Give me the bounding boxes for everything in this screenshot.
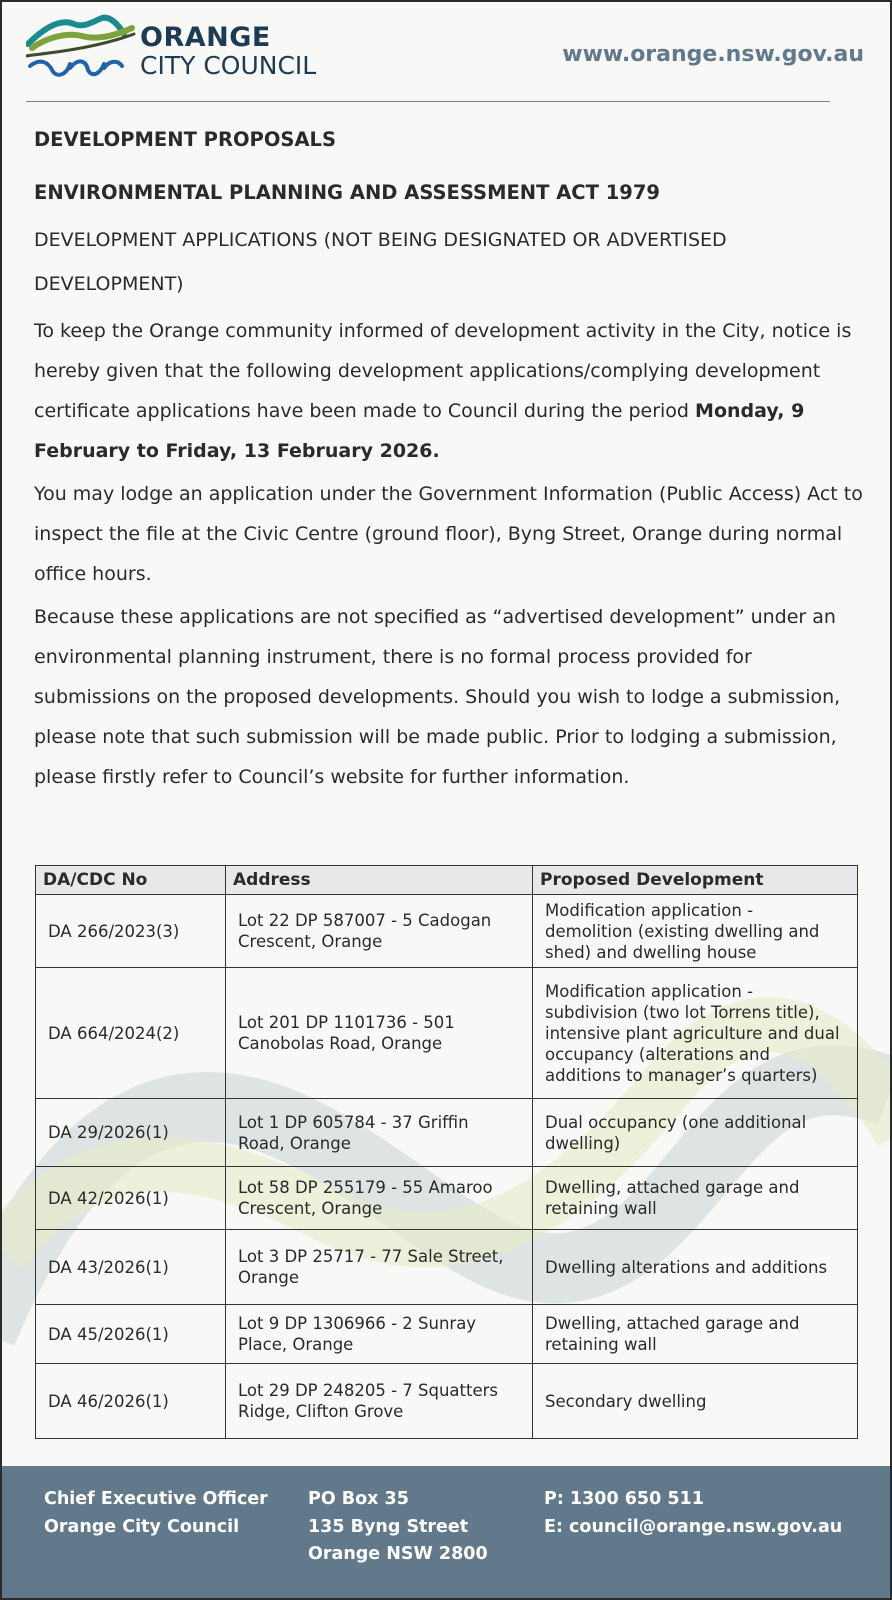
address: Lot 29 DP 248205 - 7 Squatters Ridge, Clifton Grove — [226, 1364, 533, 1439]
intro-text: To keep the Orange community informed of development activity in the City, notice is hereby given that the following development applications/complying development certificate applications have been made to Council during the period — [34, 320, 852, 422]
footer-contact — [544, 1486, 842, 1541]
address: Lot 9 DP 1306966 - 2 Sunray Place, Orange — [226, 1305, 533, 1364]
header-divider — [26, 101, 830, 102]
notice-heading: DEVELOPMENT PROPOSALS — [34, 128, 337, 151]
proposed-development: Dual occupancy (one additional dwelling) — [533, 1099, 858, 1167]
address: Lot 201 DP 1101736 - 501 Canobolas Road, Orange — [226, 968, 533, 1099]
footer-suburb: Orange NSW 2800 — [308, 1544, 488, 1564]
footer-council-name: Orange City Council — [44, 1516, 240, 1537]
table-row — [36, 1305, 858, 1364]
logo-name-line1: ORANGE — [140, 22, 271, 53]
proposed-development: Dwelling, attached garage and retaining wall — [533, 1167, 858, 1230]
table-row — [36, 1099, 858, 1167]
table-row — [36, 895, 858, 968]
footer-officer-title: Chief Executive Officer — [44, 1489, 268, 1509]
da-number: DA 29/2026(1) — [36, 1099, 226, 1167]
logo-mark-icon — [26, 14, 138, 82]
act-heading: ENVIRONMENTAL PLANNING AND ASSESSMENT ACT 1979 — [34, 181, 660, 204]
table-row — [36, 1364, 858, 1439]
footer-po-box: PO Box 35 — [308, 1489, 409, 1509]
proposed-development: Dwelling alterations and additions — [533, 1230, 858, 1305]
footer-street: 135 Byng Street — [308, 1516, 469, 1537]
da-number: DA 46/2026(1) — [36, 1364, 226, 1439]
gipa-paragraph: You may lodge an application under the Government Information (Public Access) Act to inspect the file at the Civic Centre (ground floor), Byng Street, Orange during normal office hours. — [34, 483, 863, 585]
address: Lot 22 DP 587007 - 5 Cadogan Crescent, Orange — [226, 895, 533, 968]
da-number: DA 42/2026(1) — [36, 1167, 226, 1230]
da-number: DA 43/2026(1) — [36, 1230, 226, 1305]
header-address: Address — [226, 866, 533, 895]
da-number: DA 45/2026(1) — [36, 1305, 226, 1364]
footer-phone[interactable]: P: 1300 650 511 — [544, 1489, 704, 1509]
intro-paragraph — [34, 311, 870, 471]
contact-footer — [2, 1466, 890, 1598]
proposed-development: Modification application - demolition (existing dwelling and shed) and dwelling house — [533, 895, 858, 968]
submissions-paragraph: Because these applications are not specified as “advertised development” under an environmental planning instrument, there is no formal process provided for submissions on the proposed developments. Should you wish to lodge a submission, please note that such submission will be made public. Prior to lodging a submission, please firstly refer to Council’s website for further information. — [34, 606, 841, 788]
website-link[interactable]: www.orange.nsw.gov.au — [562, 42, 864, 67]
address: Lot 3 DP 25717 - 77 Sale Street, Orange — [226, 1230, 533, 1305]
notice-period: Monday, 9 February to Friday, 13 February 2026. — [34, 400, 805, 462]
footer-postal-address — [308, 1486, 488, 1569]
footer-email[interactable]: E: council@orange.nsw.gov.au — [544, 1516, 843, 1537]
table-header-row — [36, 866, 858, 895]
notice-body — [34, 120, 870, 800]
logo-name-line2: CITY COUNCIL — [140, 51, 317, 80]
header-proposed-development: Proposed Development — [533, 866, 858, 895]
address: Lot 58 DP 255179 - 55 Amaroo Crescent, Orange — [226, 1167, 533, 1230]
proposed-development: Modification application - subdivision (two lot Torrens title), intensive plant agriculture and dual occupancy (alterations and additions to manager’s quarters) — [533, 968, 858, 1099]
header — [2, 2, 890, 102]
table-row — [36, 1230, 858, 1305]
da-number: DA 664/2024(2) — [36, 968, 226, 1099]
address: Lot 1 DP 605784 - 37 Griffin Road, Orange — [226, 1099, 533, 1167]
application-type-subheading: DEVELOPMENT APPLICATIONS (NOT BEING DESIGNATED OR ADVERTISED DEVELOPMENT) — [34, 229, 727, 295]
header-da-number: DA/CDC No — [36, 866, 226, 895]
table-row — [36, 968, 858, 1099]
applications-table — [35, 865, 858, 1439]
proposed-development: Secondary dwelling — [533, 1364, 858, 1439]
table-row — [36, 1167, 858, 1230]
footer-officer — [44, 1486, 268, 1541]
council-logo — [26, 14, 346, 82]
proposed-development: Dwelling, attached garage and retaining wall — [533, 1305, 858, 1364]
da-number: DA 266/2023(3) — [36, 895, 226, 968]
